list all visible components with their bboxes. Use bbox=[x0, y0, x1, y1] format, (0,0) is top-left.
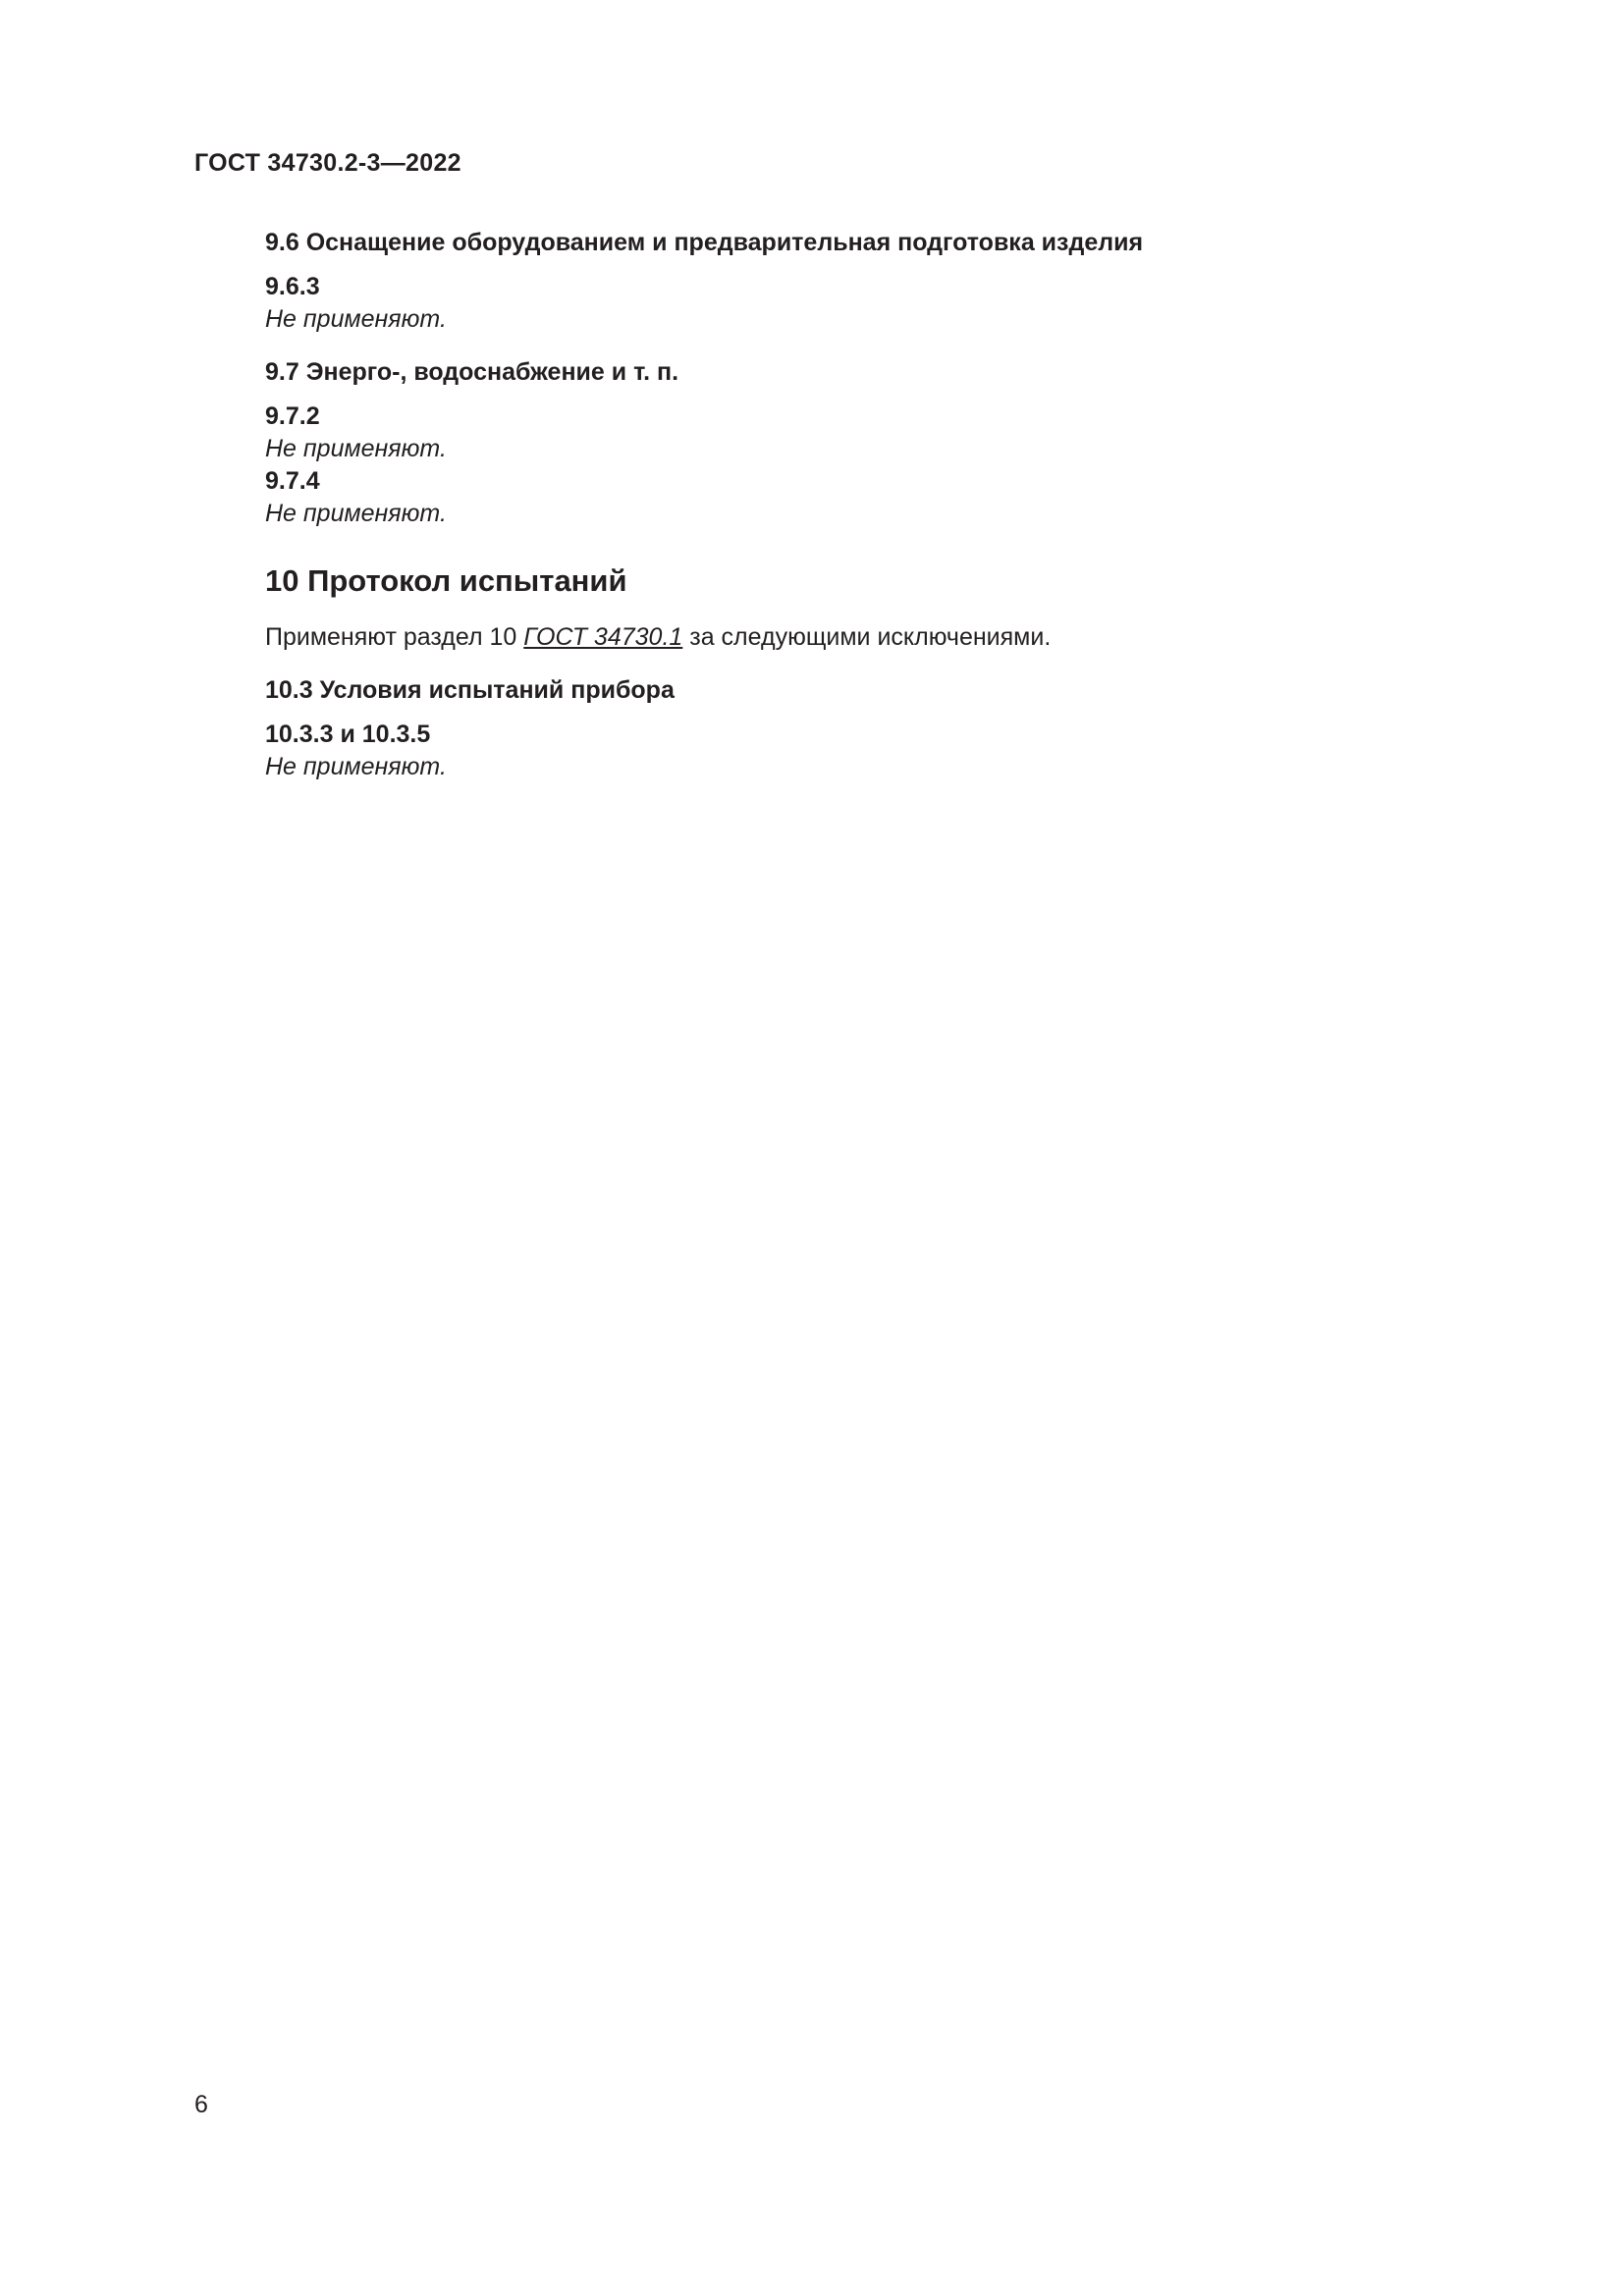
intro-text-after: за следующими исключениями. bbox=[682, 623, 1052, 651]
clause-number-9-6-3: 9.6.3 bbox=[265, 273, 320, 300]
clause-number-9-7-2: 9.7.2 bbox=[265, 402, 320, 430]
standard-identifier: ГОСТ 34730.2-3—2022 bbox=[194, 149, 461, 177]
subsection-title-9-6: 9.6 Оснащение оборудованием и предварительная подготовка изделия bbox=[265, 229, 1144, 256]
subsection-title-9-7: 9.7 Энерго-, водоснабжение и т. п. bbox=[265, 358, 679, 386]
clause-text-9-7-2: Не применяют. bbox=[265, 435, 447, 462]
clause-text-9-7-4: Не применяют. bbox=[265, 500, 447, 527]
page-number: 6 bbox=[194, 2091, 208, 2118]
clause-number-10-3-3-5: 10.3.3 и 10.3.5 bbox=[265, 721, 431, 748]
section-10-intro bbox=[265, 620, 1424, 654]
subsection-title-10-3: 10.3 Условия испытаний прибора bbox=[265, 676, 675, 704]
intro-text-before: Применяют раздел 10 bbox=[265, 623, 524, 651]
gost-34730-1-link[interactable]: ГОСТ 34730.1 bbox=[523, 623, 683, 651]
page-content bbox=[265, 226, 1424, 783]
clause-text-9-6-3: Не применяют. bbox=[265, 305, 447, 333]
section-title-10: 10 Протокол испытаний bbox=[265, 563, 627, 598]
clause-number-9-7-4: 9.7.4 bbox=[265, 467, 320, 495]
clause-text-10-3-3-5: Не применяют. bbox=[265, 753, 447, 780]
